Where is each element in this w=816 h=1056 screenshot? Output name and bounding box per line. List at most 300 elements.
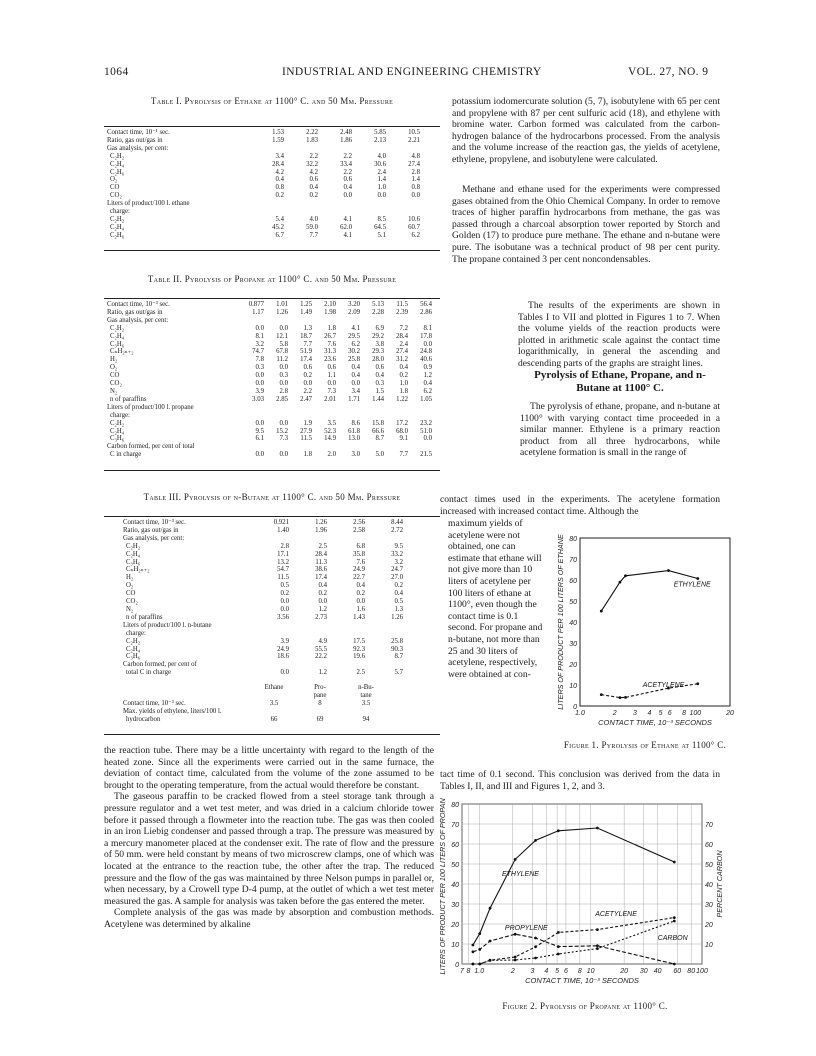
table-cell	[243, 443, 267, 451]
table-cell	[363, 404, 387, 412]
table-cell: 31.2	[396, 356, 408, 364]
table-cell: 2.73	[315, 613, 327, 621]
table-cell	[389, 145, 423, 153]
table-cell: 4.0	[377, 152, 386, 160]
figure-2-chart	[436, 798, 738, 994]
series-label: CARBON	[657, 935, 688, 942]
table-cell: 1.98	[324, 308, 336, 316]
row-label: C₃H₆	[110, 340, 125, 348]
table-cell: 1.1	[327, 372, 336, 380]
table-cell: 6.2	[411, 231, 420, 239]
table-cell: 3.5	[269, 699, 279, 707]
table-cell: 28.4	[272, 160, 284, 168]
table-cell: 8.5	[377, 215, 386, 223]
table-cell: 2.2	[343, 152, 352, 160]
journal-title: INDUSTRIAL AND ENGINEERING CHEMISTRY	[282, 66, 542, 78]
table-cell	[321, 145, 355, 153]
table-cell: 0.0	[343, 192, 352, 200]
table-cell: 2.58	[353, 526, 365, 534]
table-cell: 26.7	[324, 332, 336, 340]
table-cell: 0.9	[423, 364, 432, 372]
row-label: C₂H₄	[110, 160, 125, 168]
table-cell: 2.2	[343, 168, 352, 176]
summary-corner	[120, 684, 251, 700]
table-row	[120, 646, 406, 654]
table-cell: 18.7	[300, 332, 312, 340]
table-cell	[267, 443, 291, 451]
table-cell: 29.2	[372, 332, 384, 340]
table-row	[104, 380, 435, 388]
row-label: Liters of product/100 l. ethane	[107, 200, 190, 208]
table-cell: 24.7	[391, 566, 403, 574]
table-cell	[363, 443, 387, 451]
y2-tick-label: 20	[705, 922, 713, 929]
pyrolysis-para-a: The pyrolysis of ethane, propane, and n-butane at 1100° with varying contact time proceeded in a similar manner. Ethylene is a primary reaction product from all three hydrocarbons, while acetylene formation is small in the range of	[520, 401, 720, 459]
table-cell	[330, 661, 368, 669]
table-cell: 0.6	[303, 364, 312, 372]
table-cell: 0.5	[280, 582, 289, 590]
table-cell: 1.4	[411, 176, 420, 184]
x-tick-label: 8	[577, 968, 582, 975]
table-cell: 1.26	[391, 613, 403, 621]
table-cell	[339, 404, 363, 412]
table-row	[104, 451, 435, 459]
table-row	[104, 325, 435, 333]
pyrolysis-para-b: contact times used in the experiments. The acetylene formation increased with increased contact time. Although the	[440, 494, 720, 517]
table-cell: 0.2	[303, 372, 312, 380]
table-row	[104, 137, 423, 145]
table-cell: 13.0	[348, 435, 360, 443]
series-label: PROPYLENE	[504, 925, 548, 932]
table-cell: 9.5	[394, 542, 403, 550]
table2-bottom-rule	[104, 470, 440, 471]
table-cell: 7.8	[255, 356, 264, 364]
table3-bottom-rule	[104, 734, 440, 735]
figure-2	[436, 798, 738, 994]
table-cell: 2.47	[300, 395, 312, 403]
data-point	[557, 829, 560, 832]
figure-1	[546, 530, 742, 742]
table-row	[120, 551, 406, 559]
table-cell: 1.8	[327, 324, 336, 332]
table-cell: 7.3	[279, 435, 288, 443]
table-cell: 25.8	[348, 356, 360, 364]
table-row	[120, 708, 389, 716]
x-tick-label: 3	[633, 710, 637, 717]
data-point	[489, 959, 492, 962]
table-cell: 0.4	[309, 184, 318, 192]
table-cell: 62.0	[340, 223, 352, 231]
x-tick-label: 4	[647, 710, 652, 717]
table-cell	[291, 412, 315, 420]
series-label: ACETYLENE	[642, 682, 685, 690]
table-row	[104, 224, 423, 232]
table1-rule	[104, 126, 440, 127]
table-cell: 2.8	[279, 387, 288, 395]
table-cell: 8.6	[351, 419, 360, 427]
table-cell: 0.0	[423, 435, 432, 443]
table-cell	[343, 708, 389, 716]
table-row	[104, 317, 435, 325]
table-cell: 1.40	[277, 526, 289, 534]
row-label: CO	[110, 372, 120, 380]
x-tick-label: 40	[653, 968, 662, 975]
table1-grid	[104, 129, 423, 240]
row-label: H₂	[110, 356, 118, 364]
table-row	[104, 412, 435, 420]
row-label: C₂H₄	[110, 427, 125, 435]
data-point	[596, 928, 599, 931]
table-cell	[254, 630, 292, 638]
table-cell: 25.8	[391, 637, 403, 645]
table-cell	[330, 622, 368, 630]
table-cell: 22.7	[353, 574, 365, 582]
left-bottom-text	[104, 745, 434, 931]
y2-tick-label: 30	[705, 902, 713, 909]
table-cell	[253, 208, 287, 216]
table-cell: 1.43	[353, 613, 365, 621]
table-row	[104, 309, 435, 317]
data-point	[696, 682, 699, 685]
table-cell: 4.1	[343, 231, 352, 239]
table-cell: 14.9	[324, 435, 336, 443]
table-cell: 17.2	[396, 419, 408, 427]
table-cell: 24.9	[353, 566, 365, 574]
table-row	[104, 396, 435, 404]
table-cell: 94	[362, 715, 370, 723]
table-cell: 0.4	[275, 176, 284, 184]
table-cell: 0.0	[279, 419, 288, 427]
table-cell: 1.22	[396, 395, 408, 403]
table-cell: 0.4	[423, 380, 432, 388]
table-cell	[363, 412, 387, 420]
table-row	[120, 590, 406, 598]
table-cell: 2.56	[353, 519, 365, 526]
table-cell: 7.2	[399, 324, 408, 332]
table-cell: 30.6	[374, 160, 386, 168]
table-cell: 1.44	[372, 395, 384, 403]
table-cell: 0.0	[279, 324, 288, 332]
table-cell: 31.3	[324, 348, 336, 356]
data-point	[489, 907, 492, 910]
table-cell: 60.7	[408, 223, 420, 231]
data-point	[514, 956, 517, 959]
table-cell: 7.7	[399, 451, 408, 459]
table-cell: 0.4	[375, 372, 384, 380]
table-cell: 0.0	[318, 598, 327, 606]
table-cell: 1.8	[399, 387, 408, 395]
table-cell: 2.4	[377, 168, 386, 176]
table-cell: 2.4	[399, 340, 408, 348]
table-cell: 27.4	[396, 348, 408, 356]
table-cell	[355, 200, 389, 208]
table-cell	[330, 630, 368, 638]
series-line-propylene	[473, 934, 674, 964]
table-cell: 56.4	[420, 301, 432, 308]
table-cell: 8.7	[394, 653, 403, 661]
table-row	[104, 428, 435, 436]
row-label: O₂	[126, 582, 134, 590]
table-row	[120, 622, 406, 630]
table-row	[120, 559, 406, 567]
row-label: CO	[110, 184, 120, 192]
table-cell: 23.6	[324, 356, 336, 364]
table-cell: 2.2	[303, 387, 312, 395]
table-cell	[315, 317, 339, 325]
table-cell	[243, 412, 267, 420]
x-tick-label: 8	[466, 968, 471, 975]
table-cell: 0.2	[309, 192, 318, 200]
table-row	[104, 372, 435, 380]
table-cell: 5.8	[279, 340, 288, 348]
left-bottom-para3: Complete analysis of the gas was made by absorption and combustion methods. Acetylene was determined by alkaline	[104, 907, 434, 930]
results-para: The results of the experiments are shown in Tables I to VII and plotted in Figures 1 to 7. When the volume yields of the reaction products were plotted in arithmetic scale against the contact time logarithmically, in general the ascending and descending parts of the graphs are straight lines.	[518, 300, 720, 369]
table-cell: 2.39	[396, 308, 408, 316]
table-cell: 2.72	[391, 526, 403, 534]
row-label: C₃H₆	[110, 435, 125, 443]
table-cell: 5.13	[372, 301, 384, 308]
data-point	[600, 610, 603, 613]
table-cell	[291, 404, 315, 412]
table-cell: 9.5	[255, 427, 264, 435]
table-cell	[287, 208, 321, 216]
table-cell: 7.7	[309, 231, 318, 239]
table-cell: 3.9	[255, 387, 264, 395]
data-point	[472, 963, 475, 966]
volume-number: VOL. 27, NO. 9	[628, 66, 709, 78]
table-cell: 3.0	[351, 451, 360, 459]
section-title: Pyrolysis of Ethane, Propane, and n-Butane at 1100° C.	[534, 369, 706, 394]
table-cell: 0.4	[394, 590, 403, 598]
y-tick-label: 50	[451, 862, 459, 869]
table-cell: 0.2	[275, 192, 284, 200]
table-cell: 6.2	[423, 387, 432, 395]
table-row	[120, 630, 406, 638]
table-cell: 17.1	[277, 550, 289, 558]
table-cell	[387, 317, 411, 325]
table-cell: 15.8	[372, 419, 384, 427]
row-label: charge:	[110, 208, 130, 216]
data-point	[667, 569, 670, 572]
row-label: C₂H₂	[126, 637, 141, 645]
table-cell: 8	[318, 699, 322, 707]
table-cell	[411, 443, 435, 451]
plot-frame	[580, 538, 730, 706]
table3-rule	[104, 516, 440, 517]
row-label: CₙH₂ₙ₊₂	[126, 566, 150, 574]
row-label: C in charge	[110, 451, 142, 459]
table-row	[120, 661, 406, 669]
pyrolysis-para-c: maximum yields of acetylene were not obtained, one can estimate that ethane will not give more than 10 liters of acetylene per 100 liters of ethane at 1100°, even though the contact time is 0.1 second. For propane and n-butane, not more than 25 and 30 liters of acetylene, respectively, were obtained at con-	[448, 518, 543, 680]
table-cell: 1.83	[306, 136, 318, 144]
figure-1-chart	[546, 530, 742, 742]
table-cell: 17.4	[300, 356, 312, 364]
table-row	[120, 543, 406, 551]
table-row	[104, 420, 435, 428]
table2	[104, 301, 440, 459]
table2-rule	[104, 298, 440, 299]
y-tick-label: 40	[451, 882, 459, 889]
table-cell: 1.4	[377, 176, 386, 184]
table-row	[120, 527, 406, 535]
table-cell: 2.28	[372, 308, 384, 316]
table-cell: 5.85	[374, 129, 386, 136]
page-number: 1064	[104, 66, 129, 78]
table-cell: 8.44	[391, 519, 403, 526]
table-row	[120, 519, 406, 527]
table-cell: 13.2	[277, 558, 289, 566]
row-label: CO	[126, 590, 136, 598]
row-label: CₙH₂ₙ₊₂	[110, 348, 134, 356]
table-cell: 1.2	[423, 372, 432, 380]
table-cell: 2.10	[324, 301, 336, 308]
table-cell: 2.85	[276, 395, 288, 403]
row-label: Carbon formed, per cent of	[123, 661, 197, 669]
y-axis-label: LITERS OF PRODUCT PER 100 LITERS OF PROPANE	[438, 798, 447, 975]
x-tick-label: 2	[612, 710, 617, 717]
table-row	[120, 653, 406, 661]
table-cell: 4.2	[309, 168, 318, 176]
table-cell: 0.4	[356, 582, 365, 590]
table-row	[104, 388, 435, 396]
y-axis-label: LITERS OF PRODUCT PER 100 LITERS OF ETHANE	[556, 534, 565, 710]
table-cell: 0.0	[255, 451, 264, 459]
table-cell: 12.1	[276, 332, 288, 340]
table-cell	[315, 443, 339, 451]
table3-summary-grid	[120, 684, 389, 724]
table-cell	[363, 317, 387, 325]
table-cell: 1.26	[315, 519, 327, 526]
table-cell: 4.1	[351, 324, 360, 332]
y2-tick-label: 40	[705, 882, 713, 889]
table-cell: 17.8	[420, 332, 432, 340]
table-cell: 0.0	[280, 598, 289, 606]
table-cell: 11.5	[277, 574, 289, 582]
row-label: CO₂	[126, 598, 138, 606]
row-label: C₂H₂	[110, 324, 125, 332]
table-cell: 8.7	[375, 435, 384, 443]
table-cell: 1.05	[420, 395, 432, 403]
row-label: Contact time, 10⁻³ sec.	[123, 699, 186, 707]
left-bottom-para2: The gaseous paraffin to be cracked flowed from a steel storage tank through a pressure regulator and a wet test meter, and was dried in a calcium chloride tower before it passed through a flowmeter into the reaction tube. The gas was then cooled in an iron Liebig condenser and passed through a trap. The pressure was measured by a mercury manometer placed at the condenser exit. The rate of flow and the pressure of 50 mm. were held constant by means of two microscrew clamps, one of which was located at the entrance to the reaction tube, the other after the trap. The reduced pressure and the flow of the gas was maintained by three Nelson pumps in parallel or, when necessary, by a Crowell type D-4 pump, at the outlet of which a wet test meter measured the gas. A sample for analysis was taken before the gas entered the meter.	[104, 791, 434, 907]
row-label: Gas analysis, per cent:	[107, 144, 169, 152]
table-cell: 61.8	[348, 427, 360, 435]
table-cell	[387, 412, 411, 420]
table-cell	[254, 661, 292, 669]
table-cell	[292, 630, 330, 638]
data-point	[489, 940, 492, 943]
y-tick-label: 60	[451, 842, 459, 849]
table-cell: 0.2	[399, 372, 408, 380]
x-tick-label: 100	[689, 710, 702, 717]
data-point	[472, 950, 475, 953]
table-row	[104, 232, 423, 240]
table-cell	[339, 412, 363, 420]
table-row	[104, 200, 423, 208]
table-cell: 18.6	[277, 653, 289, 661]
table-cell: 1.5	[375, 387, 384, 395]
data-point	[478, 963, 481, 966]
table-cell	[243, 317, 267, 325]
table-cell: 51.9	[300, 348, 312, 356]
table-cell	[292, 622, 330, 630]
table-row	[120, 535, 406, 543]
table-cell: 3.2	[394, 558, 403, 566]
table-cell	[253, 200, 287, 208]
table-cell: 66	[270, 715, 278, 723]
table-cell: 5.7	[394, 669, 403, 677]
table-cell: 0.0	[377, 192, 386, 200]
data-point	[472, 944, 475, 947]
table-cell: 0.4	[399, 364, 408, 372]
table-cell: 59.0	[306, 223, 318, 231]
row-label: CO₂	[110, 380, 122, 388]
table-cell: 24.9	[277, 645, 289, 653]
table-cell: 21.5	[420, 451, 432, 459]
y2-axis-label: PERCENT CARBON	[715, 850, 724, 918]
x-tick-label: 7	[460, 968, 464, 975]
table-cell: 1.8	[303, 451, 312, 459]
table-cell: 27.9	[300, 427, 312, 435]
figure-2-caption: Figure 2. Pyrolysis of Propane at 1100° C.	[502, 1001, 668, 1011]
table-row	[104, 145, 423, 153]
table-cell: 2.21	[408, 136, 420, 144]
table-cell: 67.8	[276, 348, 288, 356]
y-tick-label: 80	[569, 536, 577, 543]
table-cell: 0.6	[309, 176, 318, 184]
table-cell: 0.3	[375, 380, 384, 388]
row-label: Gas analysis, per cent:	[123, 534, 185, 542]
data-point	[514, 959, 517, 962]
x-tick-label: 10	[586, 968, 595, 975]
table-cell: 2.5	[356, 669, 365, 677]
table3-summary	[120, 684, 420, 724]
table-cell: 0.6	[327, 364, 336, 372]
table-cell: 1.26	[276, 308, 288, 316]
table-cell: 1.6	[356, 605, 365, 613]
data-point	[557, 953, 560, 956]
table-cell	[253, 145, 287, 153]
row-label: C₂H₆	[110, 168, 125, 176]
table-cell: 45.2	[272, 223, 284, 231]
table-cell: 40.6	[420, 356, 432, 364]
table-cell: 0.2	[356, 590, 365, 598]
table-cell: 22.2	[315, 653, 327, 661]
table-cell: 2.0	[327, 451, 336, 459]
table-row	[120, 606, 406, 614]
y-tick-label: 40	[569, 620, 577, 627]
row-label: Contact time, 10⁻³ sec.	[123, 519, 186, 526]
table-cell: 0.0	[327, 380, 336, 388]
table-cell	[243, 404, 267, 412]
row-label: CO₂	[110, 192, 122, 200]
table-cell: 0.0	[279, 364, 288, 372]
table-row	[120, 566, 406, 574]
table-cell: 10.5	[408, 129, 420, 136]
table-cell: 0.0	[411, 192, 420, 200]
table-cell: 7.6	[356, 558, 365, 566]
y-tick-label: 20	[451, 922, 459, 929]
table-cell: 15.2	[276, 427, 288, 435]
table-cell: 1.25	[300, 301, 312, 308]
table-cell: 1.86	[340, 136, 352, 144]
table-cell: 6.7	[275, 231, 284, 239]
table-cell	[368, 622, 406, 630]
data-point	[514, 858, 517, 861]
y-tick-label: 70	[451, 822, 459, 829]
table-cell: 0.0	[279, 380, 288, 388]
table-row	[104, 216, 423, 224]
